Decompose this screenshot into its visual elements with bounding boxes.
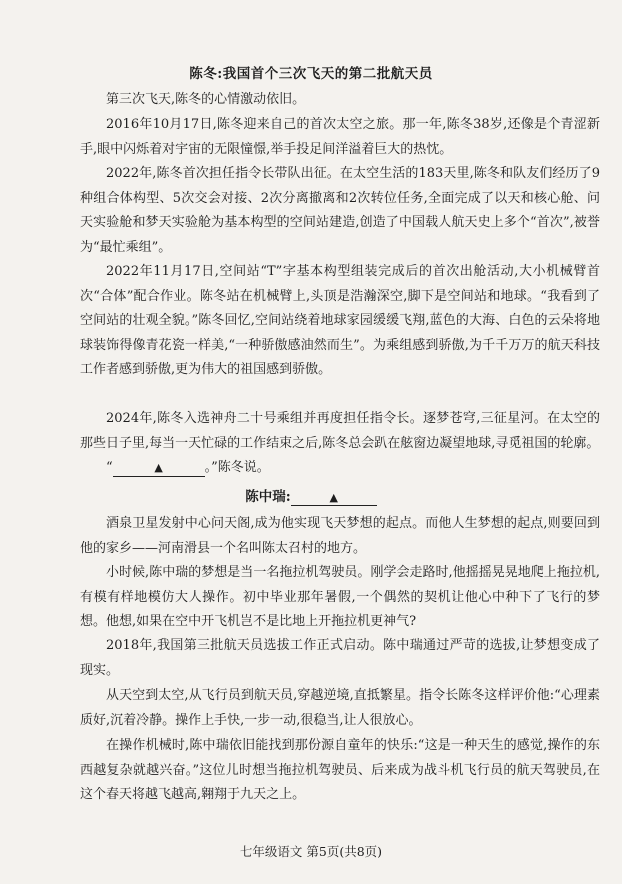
paragraph-1: 第三次飞天,陈冬的心情激动依旧。 [106, 92, 306, 107]
section-subtitle [0, 485, 622, 506]
paragraph-4: 2022年11月17日,空间站“T”字基本构型组装完成后的首次出舱活动,大小机械臂首次“合体”配合作业。陈冬站在机械臂上,头顶是浩瀚深空,脚下是空间站和地球。“我看到了空间站的壮观全貌。”陈冬回忆,空间站绕着地球家园缓缓飞翔,蓝色的大海、白色的云朵将地球装饰得像青花瓷一样美,“一种骄傲感油然而生”。为乘组感到骄傲,为千千万万的航天科技工作者感到骄傲,更为伟大的祖国感到骄傲。 [80, 264, 600, 377]
paragraph-8: 2018年,我国第三批航天员选拔工作正式启动。陈中瑞通过严苛的选拔,让梦想变成了现实。 [80, 638, 600, 678]
triangle-marker-icon: ▲ [154, 461, 163, 474]
triangle-marker-icon: ▲ [329, 491, 338, 504]
article-title: 陈冬:我国首个三次飞天的第二批航天员 [189, 66, 433, 82]
paragraph-5: 2024年,陈冬入选神舟二十号乘组并再度担任指令长。逐梦苍穹,三征星河。在太空的那些日子里,每当一天忙碌的工作结束之后,陈冬总会趴在舷窗边凝望地球,寻觅祖国的轮廓。 [80, 411, 600, 451]
paragraph-6: 酒泉卫星发射中心问天阁,成为他实现飞天梦想的起点。而他人生梦想的起点,则要回到他的家乡——河南滑县一个名叫陈太召村的地方。 [80, 516, 600, 556]
answer-blank-1[interactable] [113, 460, 205, 477]
quote-close: 。”陈冬说。 [204, 460, 270, 475]
quote-open: “ [106, 460, 113, 475]
paragraph-2: 2016年10月17日,陈冬迎来自己的首次太空之旅。那一年,陈冬38岁,还像是个青涩新手,眼中闪烁着对宇宙的无限憧憬,举手投足间洋溢着巨大的热忱。 [80, 117, 600, 157]
paragraph-3: 2022年,陈冬首次担任指令长带队出征。在太空生活的183天里,陈冬和队友们经历了9种组合体构型、5次交会对接、2次分离撤离和2次转位任务,全面完成了以天和核心舱、问天实验舱和梦天实验舱为基本构型的空间站建造,创造了中国载人航天史上多个“首次”,被誉为“最忙乘组”。 [80, 166, 600, 255]
subtitle-label: 陈中瑞: [245, 489, 291, 505]
paragraph-7: 小时候,陈中瑞的梦想是当一名拖拉机驾驶员。刚学会走路时,他摇摇晃晃地爬上拖拉机,有模有样地模仿大人操作。初中毕业那年暑假,一个偶然的契机让他心中种下了飞行的梦想。他想,如果在空中开飞机岂不是比地上开拖拉机更神气? [80, 565, 600, 629]
quote-line [80, 456, 600, 481]
answer-blank-2[interactable] [291, 489, 377, 506]
page-footer: 七年级语文 第5页(共8页) [239, 844, 383, 859]
paragraph-10: 在操作机械时,陈中瑞依旧能找到那份源自童年的快乐:“这是一种天生的感觉,操作的东西越复杂就越兴奋。”这位儿时想当拖拉机驾驶员、后来成为战斗机飞行员的航天驾驶员,在这个春天将越飞越高,翱翔于九天之上。 [80, 738, 600, 802]
paragraph-9: 从天空到太空,从飞行员到航天员,穿越逆境,直抵繁星。指令长陈冬这样评价他:“心理素质好,沉着冷静。操作上手快,一步一动,很稳当,让人很放心。 [80, 688, 600, 728]
